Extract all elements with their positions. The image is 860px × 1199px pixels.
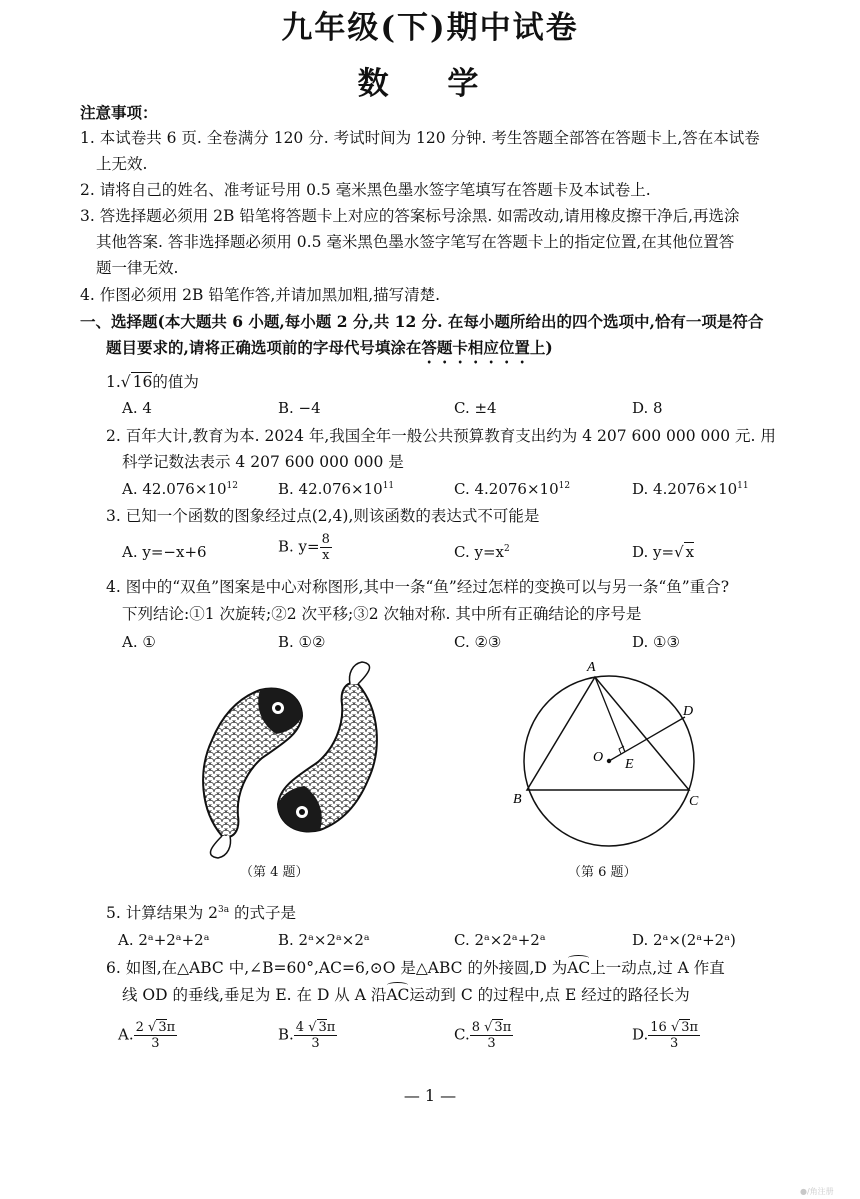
question-1: 1.√ 16的值为	[106, 373, 199, 391]
subject-title: 数 学	[357, 66, 503, 102]
label-c: C	[689, 794, 699, 809]
notice-heading: 注意事项：	[80, 103, 158, 122]
label-b: B	[513, 792, 522, 807]
question-6: 6. 如图,在△ABC 中,∠B=60°,AC=6,⊙O 是△ABC 的外接圆,D 为AC上一动点,过 A 作直	[106, 959, 725, 977]
notice-line: 4. 作图必须用 2B 铅笔作答,并请加黑加粗,描写清楚.	[80, 286, 441, 304]
option-c: C. ②③	[454, 633, 502, 651]
option-a: A. y=−x+6	[122, 543, 207, 561]
question-2: 2. 百年大计,教育为本. 2024 年,我国全年一般公共预算教育支出约为 4 207 600 000 000 元. 用	[106, 427, 776, 445]
option-b: B. $42.076\times 10^{11}$	[278, 480, 395, 498]
option-d: D. 2ᵃ×(2ᵃ+2ᵃ)	[632, 931, 736, 949]
label-e: E	[625, 757, 634, 772]
option-d: D. $4.2076\times 10^{11}$	[632, 480, 749, 498]
notice-line: 其他答案. 答非选择题必须用 0.5 毫米黑色墨水签字笔写在答题卡上的指定位置,在其他位置答	[96, 233, 735, 251]
fish-upper-left	[203, 688, 302, 858]
section-heading: 一、选择题(本大题共 6 小题,每小题 2 分,共 12 分. 在每小题所给出的四个选项中,恰有一项是符合	[80, 312, 764, 331]
section-heading-cont: 题目要求的,请将正确选项前的字母代号填涂在答题卡相应位置上)	[106, 338, 553, 357]
circle-triangle-figure	[505, 655, 710, 860]
option-d: D. $\frac{16 √ 3\pi}{3}$	[632, 1020, 699, 1051]
fish-lower-right	[278, 662, 377, 832]
question-5: 5. 计算结果为 $2^{3a}$ 的式子是	[106, 904, 297, 922]
label-d: D	[683, 704, 694, 719]
option-b: B. ①②	[278, 633, 326, 651]
question-4: 4. 图中的“双鱼”图案是中心对称图形,其中一条“鱼”经过怎样的变换可以与另一条“鱼”重合?	[106, 578, 729, 596]
option-a: A. 2ᵃ+2ᵃ+2ᵃ	[118, 931, 210, 949]
label-a: A	[587, 660, 596, 675]
option-d: D. ①③	[632, 633, 680, 651]
notice-line: 3. 答选择题必须用 2B 铅笔将答题卡上对应的答案标号涂黑. 如需改动,请用橡皮擦干净后,再选涂	[80, 207, 740, 225]
option-b: B. y= $\frac{8}{x}$	[278, 532, 330, 563]
page-title: 九年级(下)期中试卷	[281, 10, 579, 46]
question-2-cont: 科学记数法表示 4 207 600 000 000 是	[122, 453, 404, 471]
watermark: ●/角注册	[800, 1187, 834, 1196]
notice-line: 题一律无效.	[96, 259, 179, 277]
question-4-cont: 下列结论:①1 次旋转;②2 次平移;③2 次轴对称. 其中所有正确结论的序号是	[122, 605, 642, 623]
label-o: O	[593, 750, 604, 765]
option-a: A. 4	[122, 399, 152, 417]
figure-6-caption: （第 6 题）	[568, 865, 637, 880]
option-c: C. $\frac{8 √ 3\pi}{3}$	[454, 1020, 512, 1051]
option-a: A. $42.076\times 10^{12}$	[122, 480, 238, 498]
triangle-abc	[527, 677, 689, 790]
line-ae	[595, 677, 625, 752]
option-b: B. −4	[278, 399, 321, 417]
option-c: C. 2ᵃ×2ᵃ+2ᵃ	[454, 931, 546, 949]
option-d: D. 8	[632, 399, 663, 417]
notice-line: 上无效.	[96, 155, 148, 173]
question-3: 3. 已知一个函数的图象经过点(2,4),则该函数的表达式不可能是	[106, 507, 540, 525]
option-c: C. $4.2076\times 10^{12}$	[454, 480, 571, 498]
notice-line: 2. 请将自己的姓名、准考证号用 0.5 毫米黑色墨水签字笔填写在答题卡及本试卷上.	[80, 181, 651, 199]
center-point	[607, 759, 611, 763]
option-c: C. ±4	[454, 399, 497, 417]
option-a: A. ①	[122, 633, 156, 651]
option-c: C. $y=x^2$	[454, 543, 510, 561]
twin-fish-figure	[190, 660, 390, 860]
option-b: B. 2ᵃ×2ᵃ×2ᵃ	[278, 931, 370, 949]
option-a: A. $\frac{2 √ 3\pi}{3}$	[118, 1020, 176, 1051]
option-b: B. $\frac{4 √ 3\pi}{3}$	[278, 1020, 336, 1051]
question-6-cont: 线 OD 的垂线,垂足为 E. 在 D 从 A 沿AC运动到 C 的过程中,点 E 经过的路径长为	[122, 986, 690, 1004]
figure-4-caption: （第 4 题）	[240, 865, 309, 880]
notice-line: 1. 本试卷共 6 页. 全卷满分 120 分. 考试时间为 120 分钟. 考生答题全部答在答题卡上,答在本试卷	[80, 129, 760, 147]
page-number: — 1 —	[403, 1086, 457, 1105]
option-d: D. y=√ x	[632, 543, 695, 561]
